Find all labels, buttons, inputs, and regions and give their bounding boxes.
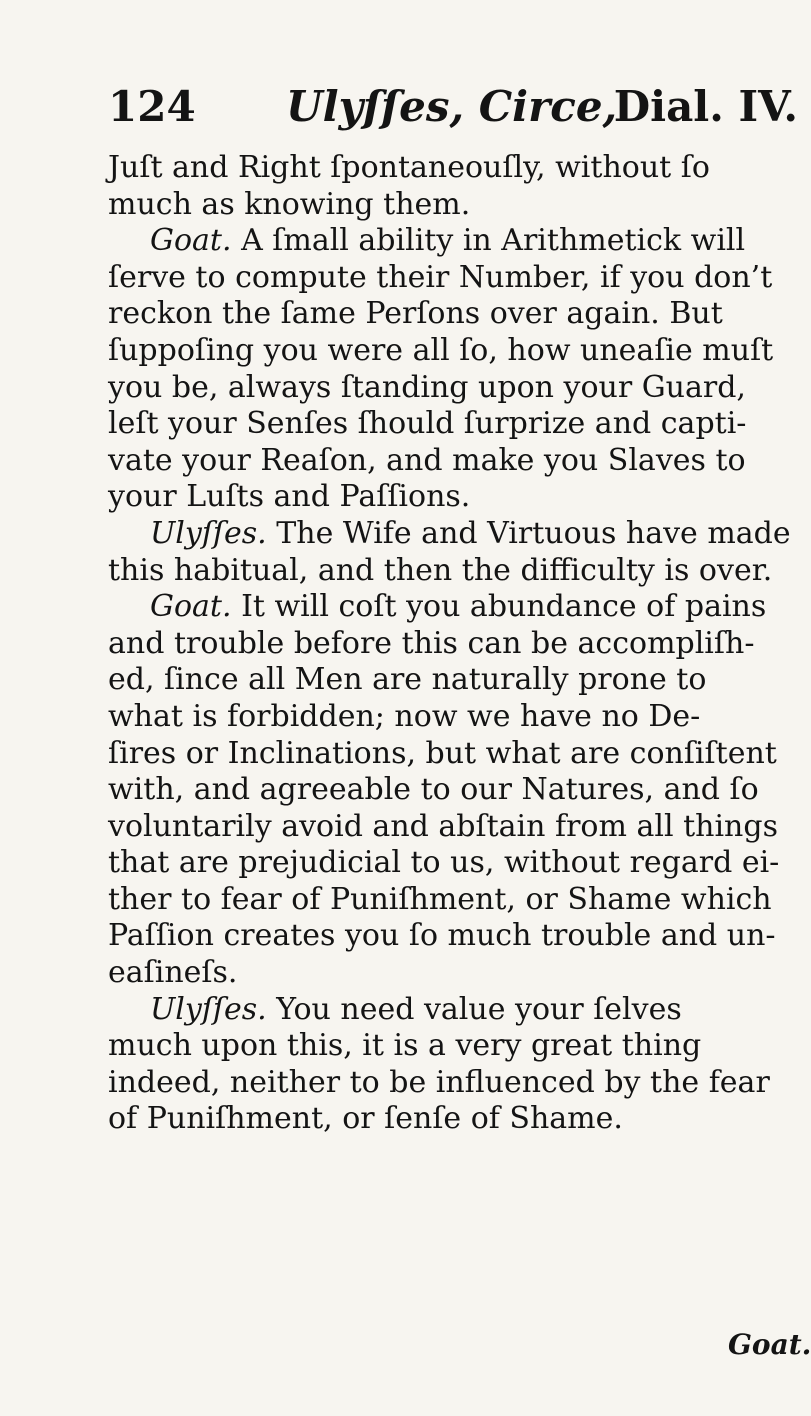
text-line bbox=[108, 589, 798, 626]
text-line bbox=[108, 553, 798, 590]
line-text: reckon the ſame Perſons over again. But bbox=[108, 296, 723, 332]
line-text: ſires or Inclinations, but what are conſiſtent bbox=[108, 735, 777, 771]
text-line bbox=[108, 1065, 798, 1102]
line-text: this habitual, and then the difficulty is over. bbox=[108, 552, 773, 588]
line-text: you be, always ſtanding upon your Guard, bbox=[108, 369, 746, 405]
line-text: of Puniſhment, or ſenſe of Shame. bbox=[108, 1101, 623, 1137]
text-line bbox=[108, 260, 798, 297]
line-text: what is forbidden; now we have no De- bbox=[108, 698, 701, 734]
text-line bbox=[108, 809, 798, 846]
text-line bbox=[108, 406, 798, 443]
body-text bbox=[108, 150, 798, 1138]
line-text: ſuppoſing you were all ſo, how uneaſie muſt bbox=[108, 332, 774, 368]
line-text: It will coſt you abundance of pains bbox=[241, 589, 767, 625]
running-title: Ulyſſes, Circe, bbox=[286, 82, 618, 131]
line-text: much upon this, it is a very great thing bbox=[108, 1028, 702, 1064]
speaker-name: Goat. bbox=[150, 223, 232, 259]
text-line bbox=[108, 772, 798, 809]
text-line bbox=[108, 662, 798, 699]
line-text: vate your Reaſon, and make you Slaves to bbox=[108, 442, 746, 478]
line-text: indeed, neither to be influenced by the fear bbox=[108, 1064, 770, 1100]
text-line bbox=[108, 736, 798, 773]
text-line bbox=[108, 150, 798, 187]
catchword: Goat. bbox=[728, 1328, 811, 1361]
text-line bbox=[108, 699, 798, 736]
line-text: A ſmall ability in Arithmetick will bbox=[241, 223, 746, 259]
text-line bbox=[108, 845, 798, 882]
line-text: ther to fear of Puniſhment, or Shame which bbox=[108, 881, 772, 917]
line-text: your Luſts and Paſſions. bbox=[108, 479, 471, 515]
running-header bbox=[108, 82, 798, 142]
text-line bbox=[108, 516, 798, 553]
text-line bbox=[108, 296, 798, 333]
text-line bbox=[108, 1028, 798, 1065]
text-line bbox=[108, 333, 798, 370]
text-line bbox=[108, 882, 798, 919]
speaker-name: Ulyſſes. bbox=[150, 515, 267, 551]
speaker-name: Ulyſſes. bbox=[150, 991, 267, 1027]
page-number: 124 bbox=[108, 82, 196, 131]
line-text: and trouble before this can be accompliſh- bbox=[108, 625, 755, 661]
text-line bbox=[108, 918, 798, 955]
text-line bbox=[108, 370, 798, 407]
text-line bbox=[108, 479, 798, 516]
line-text: voluntarily avoid and abſtain from all things bbox=[108, 808, 778, 844]
text-line bbox=[108, 992, 798, 1029]
line-text: The Wife and Virtuous have made bbox=[276, 515, 791, 551]
text-line bbox=[108, 443, 798, 480]
line-text: Paſſion creates you ſo much trouble and un- bbox=[108, 918, 776, 954]
line-text: eaſineſs. bbox=[108, 955, 238, 991]
text-line bbox=[108, 1101, 798, 1138]
line-text: Juſt and Right ſpontaneouſly, without ſo bbox=[108, 150, 710, 185]
line-text: leſt your Senſes ſhould ſurprize and capti- bbox=[108, 406, 747, 442]
line-text: You need value your ſelves bbox=[276, 991, 682, 1027]
text-line bbox=[108, 223, 798, 260]
line-text: much as knowing them. bbox=[108, 186, 471, 222]
line-text: ed, ſince all Men are naturally prone to bbox=[108, 662, 707, 698]
speaker-name: Goat. bbox=[150, 589, 232, 625]
line-text: that are prejudicial to us, without regard ei- bbox=[108, 845, 780, 881]
text-line bbox=[108, 187, 798, 224]
dialogue-number: Dial. IV. bbox=[613, 82, 798, 131]
line-text: ſerve to compute their Number, if you don’t bbox=[108, 259, 773, 295]
line-text: with, and agreeable to our Natures, and ſo bbox=[108, 772, 759, 808]
text-line bbox=[108, 626, 798, 663]
text-line bbox=[108, 955, 798, 992]
